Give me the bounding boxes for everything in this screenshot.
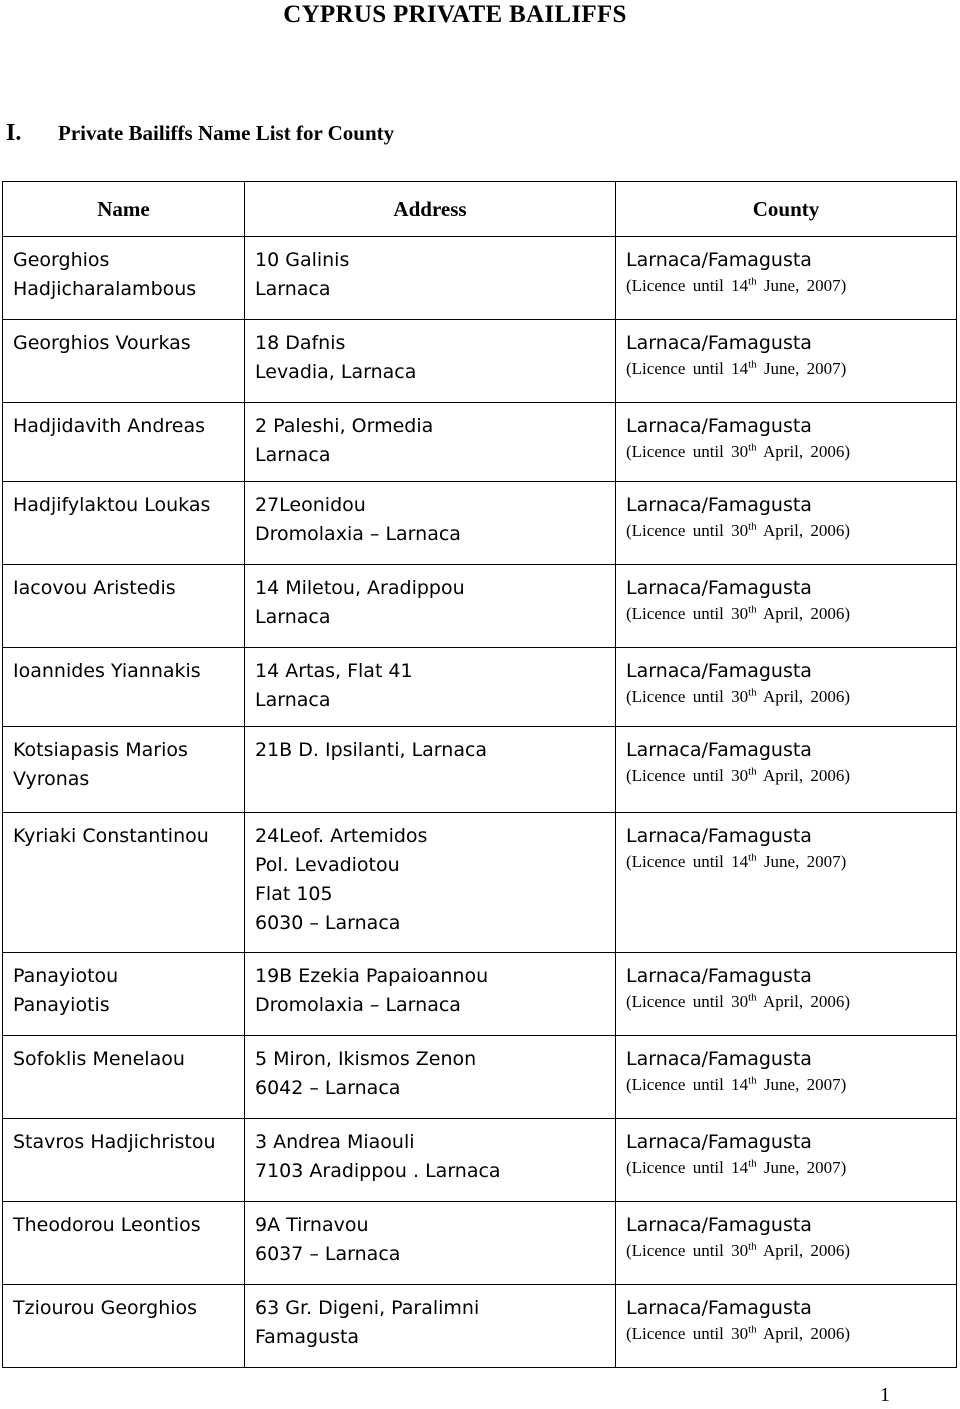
county-name: Larnaca/Famagusta <box>626 415 812 437</box>
licence-suffix: April, 2006) <box>756 992 851 1011</box>
bailiff-address-line: Pol. Levadiotou <box>255 854 400 876</box>
bailiff-address-line: 27Leonidou <box>255 494 366 516</box>
licence-prefix: (Licence until 30 <box>626 521 749 540</box>
licence-prefix: (Licence until 30 <box>626 687 749 706</box>
bailiff-address-cell <box>245 403 616 482</box>
bailiff-name-cell <box>3 1202 245 1285</box>
bailiff-name-cell <box>3 648 245 727</box>
table-row <box>3 1119 957 1202</box>
bailiff-address-cell <box>245 482 616 565</box>
licence-expiry <box>626 441 956 463</box>
licence-suffix: June, 2007) <box>756 276 847 295</box>
bailiff-name-cell <box>3 1036 245 1119</box>
licence-prefix: (Licence until 30 <box>626 604 749 623</box>
licence-suffix: April, 2006) <box>756 766 851 785</box>
licence-suffix: April, 2006) <box>756 604 851 623</box>
licence-suffix: June, 2007) <box>756 852 847 871</box>
bailiff-address-line: 19B Ezekia Papaioannou <box>255 965 489 987</box>
bailiff-name-line: Hadjicharalambous <box>13 278 197 300</box>
licence-expiry <box>626 991 956 1013</box>
bailiff-county-cell <box>616 1285 957 1368</box>
licence-expiry <box>626 686 956 708</box>
licence-ordinal: th <box>748 686 757 699</box>
county-name: Larnaca/Famagusta <box>626 249 812 271</box>
county-name: Larnaca/Famagusta <box>626 825 812 847</box>
bailiff-name-line: Hadjidavith Andreas <box>13 415 206 437</box>
licence-suffix: April, 2006) <box>756 442 851 461</box>
licence-prefix: (Licence until 30 <box>626 766 749 785</box>
bailiff-county-cell <box>616 648 957 727</box>
licence-expiry <box>626 765 956 787</box>
table-row <box>3 727 957 813</box>
licence-expiry <box>626 1240 956 1262</box>
bailiff-address-line: 3 Andrea Miaouli <box>255 1131 415 1153</box>
table-row <box>3 813 957 953</box>
table-row <box>3 953 957 1036</box>
licence-expiry <box>626 358 956 380</box>
section-heading <box>6 118 394 148</box>
licence-suffix: June, 2007) <box>756 359 847 378</box>
bailiff-address-line: 18 Dafnis <box>255 332 346 354</box>
table-row <box>3 403 957 482</box>
column-header-county: County <box>616 182 957 237</box>
licence-ordinal: th <box>748 358 757 371</box>
bailiff-name-line: Kyriaki Constantinou <box>13 825 209 847</box>
bailiff-address-cell <box>245 727 616 813</box>
bailiff-name-line: Hadjifylaktou Loukas <box>13 494 211 516</box>
licence-ordinal: th <box>748 603 757 616</box>
bailiff-address-line: 6030 – Larnaca <box>255 912 401 934</box>
bailiff-name-line: Georghios <box>13 249 110 271</box>
bailiff-address-line: 14 Miletou, Aradippou <box>255 577 465 599</box>
bailiff-county-cell <box>616 482 957 565</box>
bailiff-name-cell <box>3 482 245 565</box>
bailiff-address-line: 6042 – Larnaca <box>255 1077 401 1099</box>
bailiff-address-line: Levadia, Larnaca <box>255 361 417 383</box>
bailiff-name-line: Tziourou Georghios <box>13 1297 198 1319</box>
bailiff-county-cell <box>616 1119 957 1202</box>
licence-expiry <box>626 1074 956 1096</box>
bailiff-name-cell <box>3 813 245 953</box>
licence-ordinal: th <box>748 275 757 288</box>
table-row <box>3 1285 957 1368</box>
bailiff-address-line: Flat 105 <box>255 883 333 905</box>
bailiff-name-cell <box>3 727 245 813</box>
bailiff-address-line: 6037 – Larnaca <box>255 1243 401 1265</box>
licence-suffix: April, 2006) <box>756 521 851 540</box>
bailiff-address-cell <box>245 1036 616 1119</box>
licence-expiry <box>626 603 956 625</box>
bailiff-name-line: Theodorou Leontios <box>13 1214 201 1236</box>
licence-ordinal: th <box>748 1157 757 1170</box>
licence-ordinal: th <box>748 520 757 533</box>
licence-expiry <box>626 520 956 542</box>
bailiff-county-cell <box>616 1036 957 1119</box>
table-header-row <box>3 182 957 237</box>
licence-prefix: (Licence until 14 <box>626 1075 749 1094</box>
bailiff-name-line: Ioannides Yiannakis <box>13 660 201 682</box>
licence-expiry <box>626 851 956 873</box>
bailiff-address-cell <box>245 1285 616 1368</box>
county-name: Larnaca/Famagusta <box>626 1297 812 1319</box>
bailiff-address-line: 24Leof. Artemidos <box>255 825 428 847</box>
bailiff-name-cell <box>3 403 245 482</box>
bailiff-county-cell <box>616 403 957 482</box>
table-row <box>3 237 957 320</box>
bailiff-address-line: 10 Galinis <box>255 249 350 271</box>
county-name: Larnaca/Famagusta <box>626 660 812 682</box>
bailiff-county-cell <box>616 727 957 813</box>
licence-suffix: April, 2006) <box>756 1324 851 1343</box>
licence-suffix: June, 2007) <box>756 1075 847 1094</box>
licence-expiry <box>626 1157 956 1179</box>
county-name: Larnaca/Famagusta <box>626 1048 812 1070</box>
bailiff-address-cell <box>245 813 616 953</box>
bailiff-county-cell <box>616 953 957 1036</box>
bailiff-name-cell <box>3 953 245 1036</box>
column-header-address: Address <box>245 182 616 237</box>
bailiff-name-line: Sofoklis Menelaou <box>13 1048 185 1070</box>
licence-ordinal: th <box>748 1323 757 1336</box>
bailiff-address-line: 63 Gr. Digeni, Paralimni <box>255 1297 480 1319</box>
table-row <box>3 565 957 648</box>
section-title: Private Bailiffs Name List for County <box>58 121 395 145</box>
bailiff-address-cell <box>245 953 616 1036</box>
table-row <box>3 482 957 565</box>
bailiff-name-cell <box>3 565 245 648</box>
bailiff-address-cell <box>245 1119 616 1202</box>
bailiff-address-cell <box>245 237 616 320</box>
page-number: 1 <box>880 1384 890 1406</box>
document-title: CYPRUS PRIVATE BAILIFFS <box>283 1 627 28</box>
bailiff-name-cell <box>3 320 245 403</box>
licence-prefix: (Licence until 30 <box>626 1324 749 1343</box>
licence-suffix: April, 2006) <box>756 1241 851 1260</box>
bailiff-address-line: 7103 Aradippou . Larnaca <box>255 1160 501 1182</box>
county-name: Larnaca/Famagusta <box>626 965 812 987</box>
licence-ordinal: th <box>748 1240 757 1253</box>
bailiff-address-line: 14 Artas, Flat 41 <box>255 660 413 682</box>
bailiff-county-cell <box>616 813 957 953</box>
bailiff-county-cell <box>616 565 957 648</box>
bailiff-address-line: Famagusta <box>255 1326 360 1348</box>
table-row <box>3 648 957 727</box>
bailiff-name-line: Panayiotou <box>13 965 119 987</box>
bailiff-address-cell <box>245 648 616 727</box>
licence-ordinal: th <box>748 765 757 778</box>
section-number: I. <box>6 120 22 146</box>
licence-prefix: (Licence until 30 <box>626 1241 749 1260</box>
bailiff-county-cell <box>616 320 957 403</box>
county-name: Larnaca/Famagusta <box>626 1131 812 1153</box>
bailiff-county-cell <box>616 237 957 320</box>
county-name: Larnaca/Famagusta <box>626 1214 812 1236</box>
licence-ordinal: th <box>748 991 757 1004</box>
licence-suffix: April, 2006) <box>756 687 851 706</box>
bailiff-address-line: Dromolaxia – Larnaca <box>255 523 461 545</box>
licence-prefix: (Licence until 14 <box>626 852 749 871</box>
county-name: Larnaca/Famagusta <box>626 739 812 761</box>
bailiff-address-line: 2 Paleshi, Ormedia <box>255 415 434 437</box>
table-row <box>3 1036 957 1119</box>
bailiff-name-line: Kotsiapasis Marios <box>13 739 188 761</box>
licence-ordinal: th <box>748 441 757 454</box>
bailiff-name-cell <box>3 1285 245 1368</box>
licence-ordinal: th <box>748 851 757 864</box>
licence-suffix: June, 2007) <box>756 1158 847 1177</box>
bailiff-name-cell <box>3 1119 245 1202</box>
bailiff-county-cell <box>616 1202 957 1285</box>
bailiff-address-line: 21B D. Ipsilanti, Larnaca <box>255 739 488 761</box>
county-name: Larnaca/Famagusta <box>626 494 812 516</box>
table-row <box>3 320 957 403</box>
table-row <box>3 1202 957 1285</box>
licence-prefix: (Licence until 14 <box>626 359 749 378</box>
bailiff-address-cell <box>245 320 616 403</box>
county-name: Larnaca/Famagusta <box>626 332 812 354</box>
licence-prefix: (Licence until 14 <box>626 276 749 295</box>
bailiff-name-line: Iacovou Aristedis <box>13 577 176 599</box>
licence-prefix: (Licence until 30 <box>626 442 749 461</box>
bailiff-address-line: 9A Tirnavou <box>255 1214 369 1236</box>
bailiff-name-line: Georghios Vourkas <box>13 332 191 354</box>
bailiff-name-line: Vyronas <box>13 768 90 790</box>
bailiff-name-cell <box>3 237 245 320</box>
county-name: Larnaca/Famagusta <box>626 577 812 599</box>
licence-ordinal: th <box>748 1074 757 1087</box>
licence-prefix: (Licence until 30 <box>626 992 749 1011</box>
bailiff-name-line: Panayiotis <box>13 994 110 1016</box>
bailiff-address-line: Larnaca <box>255 689 331 711</box>
licence-expiry <box>626 1323 956 1345</box>
bailiff-address-line: Dromolaxia – Larnaca <box>255 994 461 1016</box>
licence-expiry <box>626 275 956 297</box>
bailiff-name-line: Stavros Hadjichristou <box>13 1131 216 1153</box>
bailiff-address-cell <box>245 565 616 648</box>
bailiff-address-line: Larnaca <box>255 278 331 300</box>
licence-prefix: (Licence until 14 <box>626 1158 749 1177</box>
column-header-name: Name <box>3 182 245 237</box>
bailiff-address-line: Larnaca <box>255 444 331 466</box>
bailiffs-table <box>2 181 957 1368</box>
bailiff-address-line: 5 Miron, Ikismos Zenon <box>255 1048 477 1070</box>
bailiff-address-line: Larnaca <box>255 606 331 628</box>
bailiff-address-cell <box>245 1202 616 1285</box>
